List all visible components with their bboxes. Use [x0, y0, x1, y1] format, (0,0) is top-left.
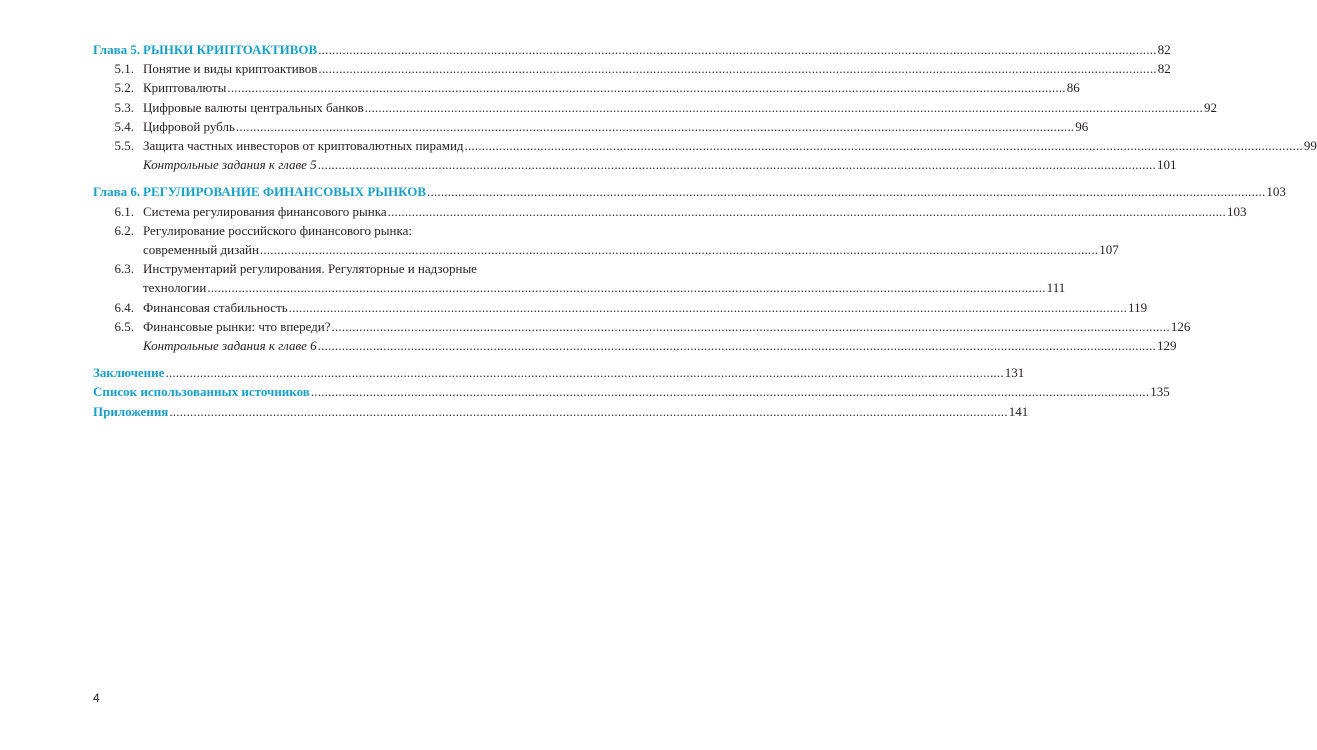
- entry-number: 6.4.: [114, 299, 134, 315]
- entry-title: Приложения: [93, 403, 169, 419]
- page-ref: 99: [1303, 138, 1317, 154]
- control-title: Контрольные задания к главе 6: [143, 338, 317, 354]
- toc-entry-5-2[interactable]: [93, 78, 1080, 97]
- page-ref: 103: [1266, 184, 1286, 200]
- entry-title: Заключение: [93, 365, 165, 381]
- leader-dots: [165, 363, 1003, 382]
- toc-references[interactable]: [93, 382, 1170, 401]
- entry-number: 6.5.: [114, 318, 134, 334]
- entry-title-line-1: Инструментарий регулирования. Регуляторные и надзорные: [143, 261, 477, 277]
- page-ref: 82: [1157, 61, 1171, 77]
- leader-dots: [311, 382, 1149, 401]
- page-ref: 129: [1156, 338, 1177, 354]
- entry-title: Цифровые валюты центральных банков: [143, 99, 364, 115]
- toc-appendices[interactable]: [93, 402, 1029, 421]
- entry-number: 6.3.: [114, 261, 134, 277]
- chapter-title: РЕГУЛИРОВАНИЕ ФИНАНСОВЫХ РЫНКОВ: [143, 184, 427, 200]
- leader-dots: [318, 155, 1156, 174]
- table-of-contents: [93, 40, 1317, 421]
- page-ref: 119: [1128, 299, 1148, 315]
- toc-entry-6-1[interactable]: [93, 202, 1247, 221]
- entry-title: Понятие и виды криптоактивов: [143, 61, 318, 77]
- toc-entry-6-3[interactable]: [93, 259, 1066, 297]
- leader-dots: [236, 117, 1074, 136]
- entry-title-line-1: Регулирование российского финансового рынка:: [143, 222, 413, 238]
- leader-dots: [365, 98, 1203, 117]
- entry-title: Список использованных источников: [93, 384, 310, 400]
- page-number: 4: [93, 691, 100, 705]
- toc-entry-5-1[interactable]: [93, 59, 1171, 78]
- control-title: Контрольные задания к главе 5: [143, 157, 317, 173]
- leader-dots: [207, 278, 1045, 297]
- entry-title-line-2: современный дизайн: [143, 242, 259, 258]
- page-ref: 141: [1008, 403, 1029, 419]
- page-ref: 92: [1203, 99, 1217, 115]
- entry-title: Финансовые рынки: что впереди?: [143, 318, 331, 334]
- entry-title: Защита частных инвесторов от криптовалютных пирамид: [143, 138, 464, 154]
- entry-title: Цифровой рубль: [143, 118, 235, 134]
- entry-title: Криптовалюты: [143, 80, 227, 96]
- leader-dots: [169, 402, 1007, 421]
- page-ref: 135: [1150, 384, 1170, 400]
- chapter-label: Глава 6.: [93, 184, 141, 200]
- page-ref: 96: [1075, 118, 1089, 134]
- entry-number: 5.1.: [114, 61, 134, 77]
- page-ref: 126: [1170, 318, 1191, 334]
- page-ref: 107: [1099, 242, 1119, 258]
- entry-number: 5.4.: [114, 118, 134, 134]
- toc-control-tasks-6[interactable]: [93, 336, 1177, 355]
- toc-entry-6-5[interactable]: [93, 317, 1191, 336]
- toc-entry-5-3[interactable]: [93, 98, 1217, 117]
- toc-chapter-6[interactable]: [93, 182, 1286, 201]
- toc-conclusion[interactable]: [93, 363, 1025, 382]
- entry-number: 5.2.: [114, 80, 134, 96]
- toc-entry-5-4[interactable]: [93, 117, 1089, 136]
- entry-title-line-2: технологии: [143, 280, 207, 296]
- leader-dots: [318, 59, 1156, 78]
- leader-dots: [260, 240, 1098, 259]
- toc-entry-6-2[interactable]: [93, 221, 1119, 259]
- leader-dots: [427, 182, 1265, 201]
- chapter-label: Глава 5.: [93, 42, 141, 57]
- entry-number: 6.1.: [114, 203, 134, 219]
- toc-entry-5-5[interactable]: [93, 136, 1317, 155]
- toc-control-tasks-5[interactable]: [93, 155, 1177, 174]
- page-ref: 101: [1156, 157, 1177, 173]
- entry-title: Система регулирования финансового рынка: [143, 203, 387, 219]
- page-ref: 82: [1157, 42, 1171, 57]
- leader-dots: [465, 136, 1303, 155]
- toc-entry-6-4[interactable]: [93, 298, 1148, 317]
- entry-number: 6.2.: [114, 222, 134, 238]
- leader-dots: [289, 298, 1127, 317]
- page-ref: 86: [1066, 80, 1080, 96]
- leader-dots: [332, 317, 1170, 336]
- leader-dots: [388, 202, 1226, 221]
- page-ref: 131: [1004, 365, 1025, 381]
- leader-dots: [318, 40, 1156, 59]
- entry-number: 5.5.: [114, 138, 134, 154]
- page-ref: 103: [1226, 203, 1247, 219]
- entry-number: 5.3.: [114, 99, 134, 115]
- page-ref: 111: [1046, 280, 1066, 296]
- leader-dots: [318, 336, 1156, 355]
- chapter-title: РЫНКИ КРИПТОАКТИВОВ: [143, 42, 318, 57]
- entry-title: Финансовая стабильность: [143, 299, 288, 315]
- leader-dots: [227, 78, 1065, 97]
- toc-chapter-5[interactable]: [93, 40, 1171, 59]
